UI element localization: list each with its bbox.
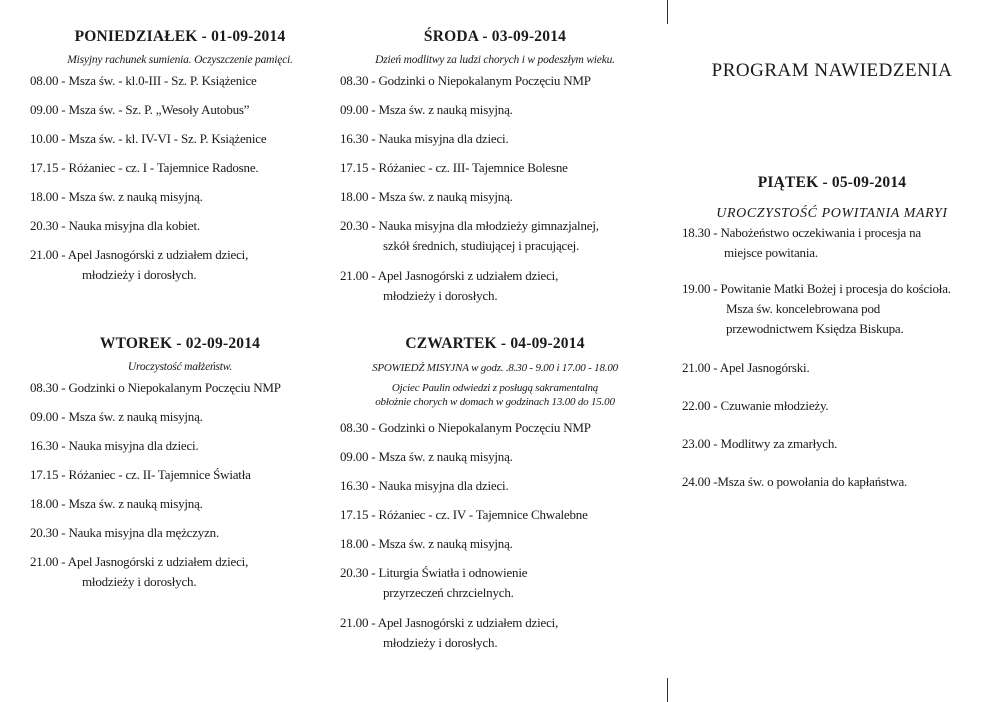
schedule-item: 24.00 -Msza św. o powołania do kapłaństwa. xyxy=(682,474,908,489)
day-wednesday xyxy=(340,26,650,304)
schedule-item: 18.00 - Msza św. z nauką misyjną. xyxy=(340,536,513,551)
schedule-item xyxy=(30,246,330,283)
schedule-item: 18.00 - Msza św. z nauką misyjną. xyxy=(340,189,513,204)
schedule-item: 20.30 - Nauka misyjna dla mężczyzn. xyxy=(30,525,220,540)
schedule-item-line: 21.00 - Apel Jasnogórski z udziałem dzieci, xyxy=(340,615,559,630)
schedule-item: 20.30 - Nauka misyjna dla kobiet. xyxy=(30,218,200,233)
schedule-item-line: 21.00 - Apel Jasnogórski z udziałem dzieci, xyxy=(30,247,249,262)
schedule-item: 22.00 - Czuwanie młodzieży. xyxy=(682,398,829,413)
schedule-list xyxy=(340,72,650,304)
schedule-item xyxy=(682,224,982,280)
day-tuesday xyxy=(30,333,330,590)
schedule-list xyxy=(30,379,330,590)
schedule-item xyxy=(340,217,650,267)
day-title: PONIEDZIAŁEK - 01-09-2014 xyxy=(74,28,286,45)
schedule-item: 08.00 - Msza św. - kl.0-III - Sz. P. Książenice xyxy=(30,73,257,88)
schedule-item-continuation: młodzieży i dorosłych. xyxy=(383,288,498,303)
program-title: PROGRAM NAWIEDZENIA xyxy=(711,60,953,81)
schedule-item: 18.00 - Msza św. z nauką misyjną. xyxy=(30,189,203,204)
schedule-item-continuation: młodzieży i dorosłych. xyxy=(82,574,197,589)
schedule-item: 17.15 - Różaniec - cz. III- Tajemnice Bolesne xyxy=(340,160,568,175)
schedule-item xyxy=(340,267,650,304)
schedule-list xyxy=(30,72,330,283)
day-title: CZWARTEK - 04-09-2014 xyxy=(405,335,585,352)
schedule-item: 08.30 - Godzinki o Niepokalanym Poczęciu NMP xyxy=(340,73,591,88)
schedule-item-continuation: przewodnictwem Księdza Biskupa. xyxy=(726,321,904,336)
schedule-item xyxy=(340,614,650,651)
schedule-item xyxy=(30,553,330,590)
schedule-item: 16.30 - Nauka misyjna dla dzieci. xyxy=(340,131,509,146)
schedule-item: 21.00 - Apel Jasnogórski. xyxy=(682,360,810,375)
schedule-item-continuation: młodzieży i dorosłych. xyxy=(383,635,498,650)
schedule-item-continuation: Msza św. koncelebrowana pod xyxy=(726,301,881,316)
schedule-item-line: 21.00 - Apel Jasnogórski z udziałem dzieci, xyxy=(30,554,249,569)
day-subtitle: Dzień modlitwy za ludzi chorych i w podeszłym wieku. xyxy=(375,54,615,66)
fold-mark-top xyxy=(667,0,668,24)
day-title: ŚRODA - 03-09-2014 xyxy=(423,28,567,45)
schedule-item-continuation: przyrzeczeń chrzcielnych. xyxy=(383,585,514,600)
visit-note-line: obłożnie chorych w domach w godzinach 13.00 do 15.00 xyxy=(375,396,615,408)
day-subtitle: SPOWIEDŹ MISYJNA w godz. .8.30 - 9.00 i 17.00 - 18.00 xyxy=(372,362,618,374)
schedule-item-line: 18.30 - Nabożeństwo oczekiwania i procesja na xyxy=(682,225,921,240)
day-title: PIĄTEK - 05-09-2014 xyxy=(757,174,907,191)
schedule-item: 18.00 - Msza św. z nauką misyjną. xyxy=(30,496,203,511)
schedule-item-line: 20.30 - Nauka misyjna dla młodzieży gimnazjalnej, xyxy=(340,218,599,233)
schedule-item: 17.15 - Różaniec - cz. IV - Tajemnice Chwalebne xyxy=(340,507,588,522)
schedule-item: 09.00 - Msza św. - Sz. P. „Wesoły Autobus” xyxy=(30,102,250,117)
schedule-item: 17.15 - Różaniec - cz. I - Tajemnice Radosne. xyxy=(30,160,259,175)
day-thursday xyxy=(340,333,650,651)
fold-mark-bottom xyxy=(667,678,668,702)
schedule-item: 09.00 - Msza św. z nauką misyjną. xyxy=(340,102,513,117)
schedule-item: 16.30 - Nauka misyjna dla dzieci. xyxy=(340,478,509,493)
visit-note-line: Ojciec Paulin odwiedzi z posługą sakramentalną xyxy=(391,382,599,394)
day-friday xyxy=(682,172,982,511)
day-subtitle: Uroczystość małżeństw. xyxy=(127,361,233,373)
day-monday xyxy=(30,26,330,283)
schedule-item-continuation: szkół średnich, studiującej i pracującej. xyxy=(383,238,580,253)
day-title: WTOREK - 02-09-2014 xyxy=(99,335,261,352)
schedule-item: 23.00 - Modlitwy za zmarłych. xyxy=(682,436,838,451)
schedule-list xyxy=(682,224,982,511)
schedule-item-continuation: młodzieży i dorosłych. xyxy=(82,267,197,282)
day-subtitle: Misyjny rachunek sumienia. Oczyszczenie pamięci. xyxy=(67,54,293,66)
schedule-item: 17.15 - Różaniec - cz. II- Tajemnice Światła xyxy=(30,467,251,482)
schedule-item-line: 21.00 - Apel Jasnogórski z udziałem dzieci, xyxy=(340,268,559,283)
schedule-item: 08.30 - Godzinki o Niepokalanym Poczęciu NMP xyxy=(340,420,591,435)
schedule-item: 09.00 - Msza św. z nauką misyjną. xyxy=(30,409,203,424)
schedule-item: 10.00 - Msza św. - kl. IV-VI - Sz. P. Książenice xyxy=(30,131,267,146)
schedule-item: 08.30 - Godzinki o Niepokalanym Poczęciu NMP xyxy=(30,380,281,395)
schedule-list xyxy=(340,419,650,651)
schedule-item xyxy=(682,280,982,359)
feast-title: UROCZYSTOŚĆ POWITANIA MARYI xyxy=(716,206,948,221)
schedule-item: 16.30 - Nauka misyjna dla dzieci. xyxy=(30,438,199,453)
right-column xyxy=(682,0,982,702)
schedule-item: 09.00 - Msza św. z nauką misyjną. xyxy=(340,449,513,464)
schedule-item-line: 20.30 - Liturgia Światła i odnowienie xyxy=(340,565,528,580)
schedule-item xyxy=(340,564,650,614)
schedule-item-continuation: miejsce powitania. xyxy=(724,245,818,260)
schedule-item-line: 19.00 - Powitanie Matki Bożej i procesja do kościoła. xyxy=(682,281,951,296)
